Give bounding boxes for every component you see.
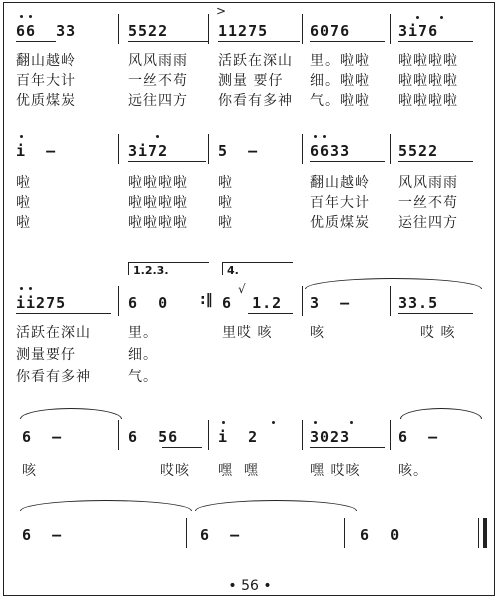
- note-group: 11275: [218, 22, 269, 40]
- note-group: 6 —: [22, 428, 63, 446]
- octave-dot: [314, 135, 317, 138]
- note-group: i —: [16, 142, 57, 160]
- octave-dot: [222, 421, 225, 424]
- repeat-sign: :‖: [200, 292, 213, 308]
- octave-dot: [29, 287, 32, 290]
- note-group: 3i76: [398, 22, 439, 40]
- lyric: 里哎 咳: [222, 325, 273, 341]
- breath-mark: √: [238, 282, 246, 296]
- note-group: 5522: [398, 142, 439, 160]
- lyric: 哎 咳: [420, 325, 456, 341]
- octave-dot: [314, 421, 317, 424]
- barline: [186, 518, 187, 548]
- lyric: 啦啦啦啦: [398, 53, 458, 69]
- octave-dot: [272, 421, 275, 424]
- lyric: 咳: [310, 325, 325, 341]
- lyric: 百年大计: [310, 195, 370, 211]
- lyric: 远往四方: [128, 93, 188, 109]
- note-group: 3 —: [310, 294, 351, 312]
- lyric: 你看有多神: [218, 93, 293, 109]
- lyric: 百年大计: [16, 73, 76, 89]
- note-group: 33.5: [398, 294, 439, 312]
- lyric: 翻山越岭: [310, 175, 370, 191]
- lyric: 哎咳: [160, 463, 190, 479]
- octave-dot: [20, 135, 23, 138]
- lyric: 里。啦啦: [310, 53, 370, 69]
- accent-mark: >: [216, 4, 227, 18]
- volta-label-1: 1.2.3.: [133, 264, 169, 277]
- beam: [162, 447, 202, 448]
- lyric: 啦啦啦啦: [128, 175, 188, 191]
- volta-label-2: 4.: [227, 264, 239, 277]
- note-group: 66 33: [16, 22, 77, 40]
- beam: [398, 313, 473, 314]
- note-group: 5 —: [218, 142, 259, 160]
- octave-dot: [20, 15, 23, 18]
- lyric: 活跃在深山: [16, 325, 91, 341]
- lyric: 咳: [22, 463, 37, 479]
- note-group: 3023: [310, 428, 351, 446]
- lyric: 啦: [16, 175, 31, 191]
- lyric: 啦: [218, 175, 233, 191]
- lyric: 风风雨雨: [398, 175, 458, 191]
- lyric: 优质煤炭: [310, 215, 370, 231]
- lyric: 一丝不苟: [398, 195, 458, 211]
- beam: [310, 447, 385, 448]
- lyric: 你看有多神: [16, 369, 91, 385]
- beam: [16, 313, 111, 314]
- lyric: 测量要仔: [16, 347, 76, 363]
- lyric: 啦: [218, 195, 233, 211]
- lyric: 气。啦啦: [310, 93, 370, 109]
- octave-dot: [416, 16, 419, 19]
- barline: [118, 14, 119, 44]
- lyric: 啦: [16, 215, 31, 231]
- note-group: 5522: [128, 22, 169, 40]
- lyric: 啦啦啦啦: [398, 93, 458, 109]
- note-group: 6 —: [200, 526, 241, 544]
- barline: [208, 420, 209, 450]
- barline: [390, 14, 391, 44]
- lyric: 测量 要仔: [218, 73, 284, 89]
- note-group: 6 —: [22, 526, 63, 544]
- octave-dot: [323, 135, 326, 138]
- note-group: 6 —: [398, 428, 439, 446]
- lyric: 嘿 嘿: [218, 463, 259, 479]
- note-group: 6076: [310, 22, 351, 40]
- lyric: 啦: [16, 195, 31, 211]
- note-group: 6 1.2: [222, 294, 283, 312]
- barline: [118, 286, 119, 316]
- octave-dot: [440, 16, 443, 19]
- barline: [208, 134, 209, 164]
- beam: [310, 41, 385, 42]
- barline: [208, 14, 209, 44]
- beam: [248, 313, 293, 314]
- final-barline-thin: [478, 518, 479, 548]
- note-group: 6 0: [128, 294, 169, 312]
- beam: [398, 41, 473, 42]
- beam: [128, 161, 206, 162]
- page-number: • 56 •: [228, 578, 272, 594]
- barline: [302, 134, 303, 164]
- octave-dot: [350, 421, 353, 424]
- lyric: 活跃在深山: [218, 53, 293, 69]
- octave-dot: [20, 287, 23, 290]
- barline: [302, 286, 303, 316]
- barline: [344, 518, 345, 548]
- lyric: 里。: [128, 325, 158, 341]
- barline: [302, 420, 303, 450]
- lyric: 优质煤炭: [16, 93, 76, 109]
- note-group: 6633: [310, 142, 351, 160]
- barline: [390, 134, 391, 164]
- note-group: ii275: [16, 294, 67, 312]
- barline: [118, 134, 119, 164]
- note-group: i 2: [218, 428, 259, 446]
- beam: [398, 161, 473, 162]
- lyric: 一丝不苟: [128, 73, 188, 89]
- lyric: 细。啦啦: [310, 73, 370, 89]
- barline: [390, 286, 391, 316]
- beam: [16, 41, 56, 42]
- note-group: 3i72: [128, 142, 169, 160]
- lyric: 咳。: [398, 463, 428, 479]
- beam: [128, 41, 208, 42]
- lyric: 啦啦啦啦: [128, 195, 188, 211]
- lyric: 啦啦啦啦: [398, 73, 458, 89]
- note-group: 6 0: [360, 526, 401, 544]
- lyric: 细。: [128, 347, 158, 363]
- lyric: 气。: [128, 369, 158, 385]
- lyric: 啦啦啦啦: [128, 215, 188, 231]
- octave-dot: [156, 135, 159, 138]
- barline: [302, 14, 303, 44]
- lyric: 嘿 哎咳: [310, 463, 361, 479]
- lyric: 风风雨雨: [128, 53, 188, 69]
- barline: [390, 420, 391, 450]
- beam: [310, 161, 385, 162]
- lyric: 啦: [218, 215, 233, 231]
- octave-dot: [29, 15, 32, 18]
- note-group: 6 56: [128, 428, 179, 446]
- barline: [118, 420, 119, 450]
- lyric: 翻山越岭: [16, 53, 76, 69]
- final-barline-thick: [483, 518, 487, 548]
- lyric: 运往四方: [398, 215, 458, 231]
- beam: [218, 41, 300, 42]
